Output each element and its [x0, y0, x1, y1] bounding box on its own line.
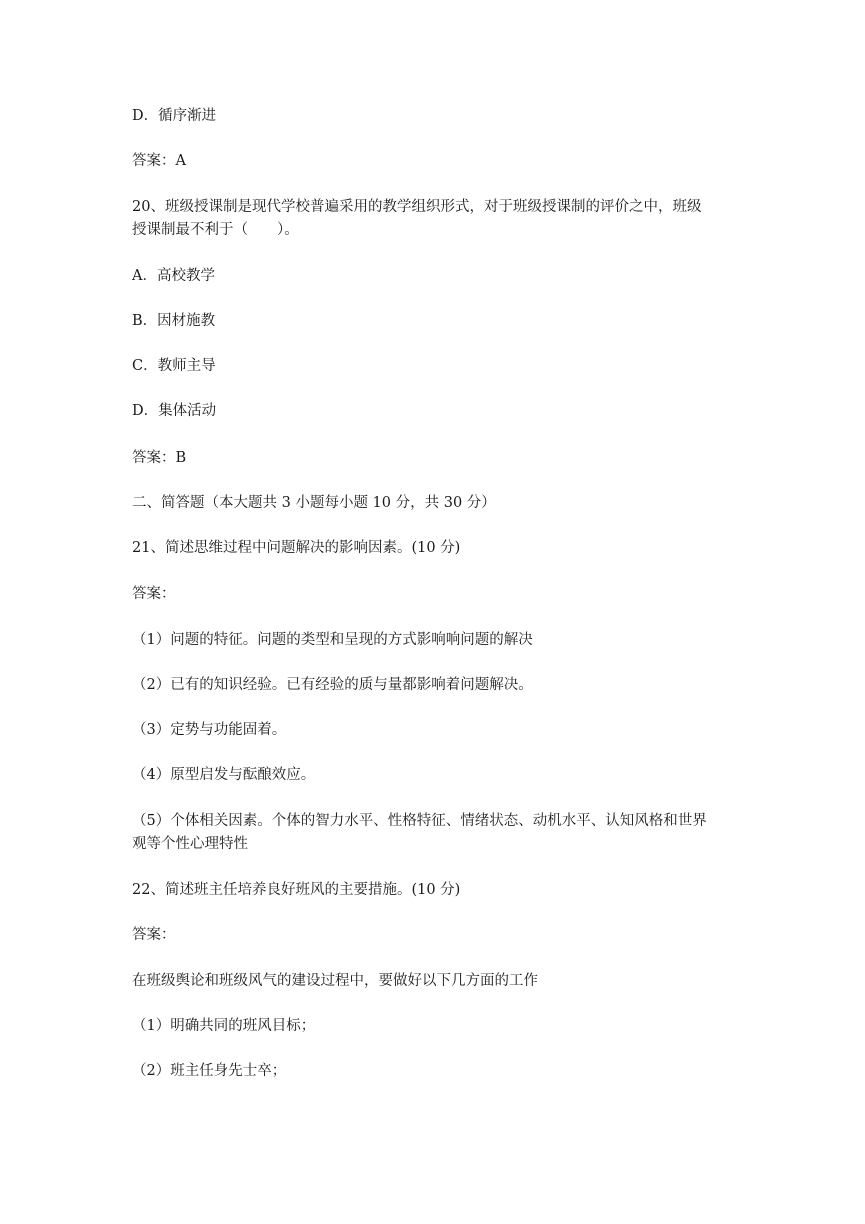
q22-answer-point-2: （2）班主任身先士卒； — [132, 1063, 287, 1079]
q20-option-d: D．集体活动 — [132, 403, 217, 419]
q22-answer-label: 答案： — [132, 927, 176, 943]
q21-answer-point-1: （1）问题的特征。问题的类型和呈现的方式影响响问题的解决 — [132, 632, 533, 648]
q22-answer-intro: 在班级舆论和班级风气的建设过程中，要做好以下几方面的工作 — [132, 973, 538, 989]
q21-question: 21、简述思维过程中问题解决的影响因素。(10 分) — [132, 540, 461, 556]
section-heading: 二、简答题（本大题共 3 小题每小题 10 分，共 30 分） — [132, 495, 496, 511]
q19-option-d: D．循序渐进 — [132, 108, 217, 124]
q20-question-line-1: 20、班级授课制是现代学校普遍采用的教学组织形式，对于班级授课制的评价之中，班级 — [132, 199, 702, 215]
q19-answer: 答案：A — [132, 153, 186, 169]
q22-question: 22、简述班主任培养良好班风的主要措施。(10 分) — [132, 882, 461, 898]
q21-answer-point-4: （4）原型启发与酝酿效应。 — [132, 767, 316, 783]
q22-answer-point-1: （1）明确共同的班风目标； — [132, 1018, 316, 1034]
q20-question-line-2: 授课制最不利于（ ）。 — [132, 222, 299, 238]
q21-answer-point-5-line-1: （5）个体相关因素。个体的智力水平、性格特征、情绪状态、动机水平、认知风格和世界 — [132, 813, 707, 829]
q20-option-b: B．因材施教 — [132, 313, 216, 329]
q21-answer-point-3: （3）定势与功能固着。 — [132, 722, 287, 738]
q20-option-c: C．教师主导 — [132, 358, 216, 374]
q20-answer: 答案：B — [132, 450, 187, 466]
q21-answer-point-2: （2）已有的知识经验。已有经验的质与量都影响着问题解决。 — [132, 677, 533, 693]
q21-answer-point-5-line-2: 观等个性心理特性 — [132, 836, 248, 852]
q21-answer-label: 答案： — [132, 586, 176, 602]
q20-option-a: A．高校教学 — [132, 268, 215, 284]
